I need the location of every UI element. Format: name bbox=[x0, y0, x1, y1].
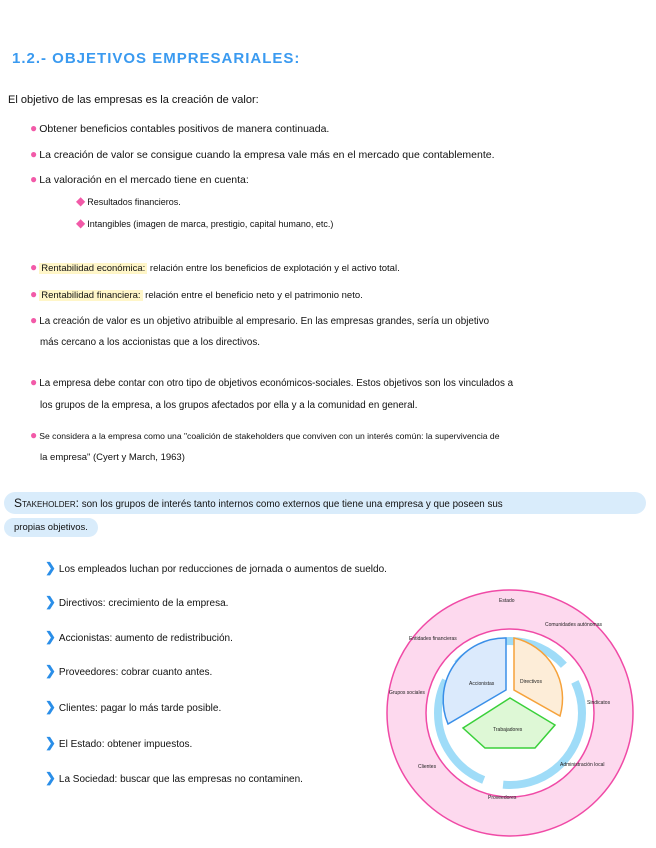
definition: relación entre los beneficios de explotación y el activo total. bbox=[147, 263, 400, 274]
bullet bbox=[30, 121, 329, 135]
diagram-label: Sindicatos bbox=[587, 700, 611, 706]
bullet-dot-icon: ● bbox=[30, 260, 38, 274]
list-item bbox=[45, 560, 387, 576]
diagram-label: Clientes bbox=[418, 764, 437, 770]
text: El Estado: obtener impuestos. bbox=[58, 739, 193, 750]
text: La Sociedad: buscar que las empresas no contaminen. bbox=[58, 774, 303, 785]
rentabilidad-financiera bbox=[30, 287, 363, 301]
text: Directivos: crecimiento de la empresa. bbox=[58, 598, 229, 609]
diagram-label: Grupos sociales bbox=[389, 690, 425, 696]
definition: son los grupos de interés tanto internos como externos que tiene una empresa y que poseen sus bbox=[78, 499, 503, 510]
paragraph-cont: la empresa" (Cyert y March, 1963) bbox=[40, 452, 185, 463]
diagram-label: Estado bbox=[499, 598, 515, 604]
text: La creación de valor es un objetivo atribuible al empresario. En las empresas grandes, sería un objetivo bbox=[39, 316, 490, 327]
diagram-label: Trabajadores bbox=[493, 727, 523, 733]
bullet bbox=[30, 147, 495, 161]
diagram-label: Accionistas bbox=[469, 681, 495, 687]
diagram-label: Administración local bbox=[560, 762, 605, 768]
list-item bbox=[45, 770, 303, 786]
sub-bullet bbox=[76, 194, 181, 208]
bullet-dot-icon: ● bbox=[30, 313, 38, 327]
bullet-text: Resultados financieros. bbox=[87, 197, 181, 207]
term: Rentabilidad financiera: bbox=[41, 290, 141, 301]
section-title: 1.2.- OBJETIVOS EMPRESARIALES: bbox=[12, 50, 301, 67]
paragraph bbox=[30, 428, 499, 442]
text: Se considera a la empresa como una "coalición de stakeholders que conviven con un interés común: la supervivencia de bbox=[39, 431, 500, 441]
term: Stakeholder: bbox=[14, 496, 79, 510]
bullet-dot-icon: ● bbox=[30, 375, 38, 389]
bullet-dot-icon: ● bbox=[30, 287, 38, 301]
bullet-text: La creación de valor se consigue cuando la empresa vale más en el mercado que contablemente. bbox=[39, 149, 495, 161]
diagram-label: Entidades financieras bbox=[409, 636, 457, 642]
bullet-dot-icon: ● bbox=[30, 428, 38, 442]
chevron-right-icon: ❯ bbox=[45, 735, 56, 750]
chevron-right-icon: ❯ bbox=[45, 770, 56, 785]
text: La empresa debe contar con otro tipo de objetivos económicos-sociales. Estos objetivos son los vinculados a bbox=[39, 378, 514, 389]
text: Los empleados luchan por reducciones de jornada o aumentos de sueldo. bbox=[58, 564, 387, 575]
bullet-dot-icon: ◆ bbox=[76, 216, 86, 230]
list-item bbox=[45, 663, 212, 679]
list-item bbox=[45, 594, 228, 610]
text: Proveedores: cobrar cuanto antes. bbox=[58, 667, 213, 678]
text: Accionistas: aumento de redistribución. bbox=[58, 633, 233, 644]
term: Rentabilidad económica: bbox=[41, 263, 146, 274]
paragraph-cont: más cercano a los accionistas que a los directivos. bbox=[40, 337, 260, 348]
diagram-label: Directivos bbox=[520, 679, 542, 685]
bullet bbox=[30, 172, 249, 186]
stakeholder-definition-cont: propias objetivos. bbox=[4, 518, 98, 537]
rentabilidad-economica bbox=[30, 260, 400, 274]
definition: relación entre el beneficio neto y el patrimonio neto. bbox=[142, 290, 363, 301]
bullet-dot-icon: ● bbox=[30, 147, 38, 161]
chevron-right-icon: ❯ bbox=[45, 699, 56, 714]
sub-bullet bbox=[76, 216, 333, 230]
chevron-right-icon: ❯ bbox=[45, 594, 56, 609]
bullet-dot-icon: ● bbox=[30, 121, 38, 135]
chevron-right-icon: ❯ bbox=[45, 560, 56, 575]
diagram-label: Proveedores bbox=[488, 795, 517, 801]
text: Clientes: pagar lo más tarde posible. bbox=[58, 703, 222, 714]
diagram-label: Comunidades autónomas bbox=[545, 622, 602, 628]
list-item bbox=[45, 699, 221, 715]
list-item bbox=[45, 735, 192, 751]
stakeholder-diagram bbox=[385, 588, 635, 838]
chevron-right-icon: ❯ bbox=[45, 663, 56, 678]
bullet-text: La valoración en el mercado tiene en cuenta: bbox=[39, 174, 249, 186]
stakeholder-definition bbox=[4, 492, 646, 514]
bullet-text: Intangibles (imagen de marca, prestigio, capital humano, etc.) bbox=[87, 219, 334, 229]
chevron-right-icon: ❯ bbox=[45, 629, 56, 644]
paragraph bbox=[30, 375, 513, 389]
bullet-text: Obtener beneficios contables positivos de manera continuada. bbox=[39, 123, 330, 135]
list-item bbox=[45, 629, 233, 645]
paragraph-cont: los grupos de la empresa, a los grupos afectados por ella y a la comunidad en general. bbox=[40, 400, 418, 411]
paragraph bbox=[30, 313, 489, 327]
bullet-dot-icon: ◆ bbox=[76, 194, 86, 208]
intro: El objetivo de las empresas es la creación de valor: bbox=[8, 94, 259, 106]
bullet-dot-icon: ● bbox=[30, 172, 38, 186]
